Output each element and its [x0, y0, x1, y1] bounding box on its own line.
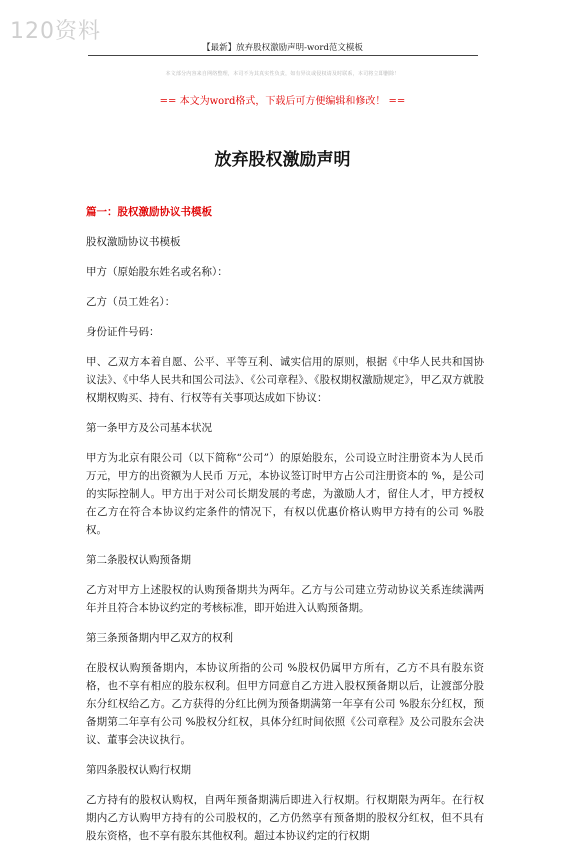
- clause-heading: 第二条股权认购预备期: [86, 554, 191, 566]
- paragraph: 乙方对甲方上述股权的认购预备期共为两年。乙方与公司建立劳动协议关系连续满两年并且符合本协议约定的考核标准，即开始进入认购预备期。: [86, 584, 484, 614]
- section-heading: 篇一：股权激励协议书模板: [86, 206, 212, 218]
- disclaimer-text: 本文部分内容来自网络整理，本司不为其真实性负责，如有异议或侵权请及时联系，本司将立即删除！: [165, 71, 400, 77]
- paragraph: 甲、乙双方本着自愿、公平、平等互利、诚实信用的原则，根据《中华人民共和国协议法》、《中华人民共和国公司法》、《公司章程》、《股权期权激励规定》，甲乙双方就股权期权购买、持有、行权等有关事项达成如下协议：: [86, 356, 484, 404]
- clause-heading: 第四条股权认购行权期: [86, 764, 191, 776]
- clause-heading: 第三条预备期内甲乙双方的权利: [86, 632, 233, 644]
- paragraph: 甲方为北京有限公司（以下简称“公司”）的原始股东，公司设立时注册资本为人民币 万元，甲方的出资额为人民币 万元，本协议签订时甲方占公司注册资本的 %，是公司的实际控制人。甲方出于对公司长期发展的考虑，为激励人才，留住人才，甲方授权在乙方在符合本协议约定条件的情况下，有权以优惠价格认购甲方持有的公司 %股权。: [86, 452, 484, 536]
- paragraph: 在股权认购预备期内，本协议所指的公司 %股权仍属甲方所有，乙方不具有股东资格，也不享有相应的股东权利。但甲方同意自乙方进入股权预备期以后，让渡部分股东分红权给乙方。乙方获得的分红比例为预备期满第一年享有公司 %股东分红权，预备期第二年享有公司 %股权分红权，具体分红时间依照《公司章程》及公司股东会决议、董事会决议执行。: [86, 662, 484, 746]
- document-body: [86, 203, 484, 857]
- paragraph: 乙方（员工姓名）：: [86, 296, 176, 308]
- clause-heading: 第一条甲方及公司基本状况: [86, 422, 212, 434]
- document-title: 放弃股权激励声明: [214, 150, 351, 170]
- paragraph: 乙方持有的股权认购权，自两年预备期满后即进入行权期。行权期限为两年。在行权期内乙方认购甲方持有的公司股权的，乙方仍然享有预备期的股权分红权，但不具有股东资格，也不享有股东其他权利。超过本协议约定的行权期: [86, 794, 484, 842]
- format-notice: == 本文为word格式，下载后可方便编辑和修改！ ==: [159, 96, 406, 107]
- header-divider: [88, 55, 478, 56]
- page-header-title: 【最新】放弃股权激励声明-word范文模板: [202, 43, 363, 53]
- paragraph: 股权激励协议书模板: [86, 236, 181, 248]
- watermark-logo: 120资料: [10, 19, 101, 44]
- paragraph: 身份证件号码：: [86, 326, 160, 338]
- paragraph: 甲方（原始股东姓名或名称）：: [86, 266, 228, 278]
